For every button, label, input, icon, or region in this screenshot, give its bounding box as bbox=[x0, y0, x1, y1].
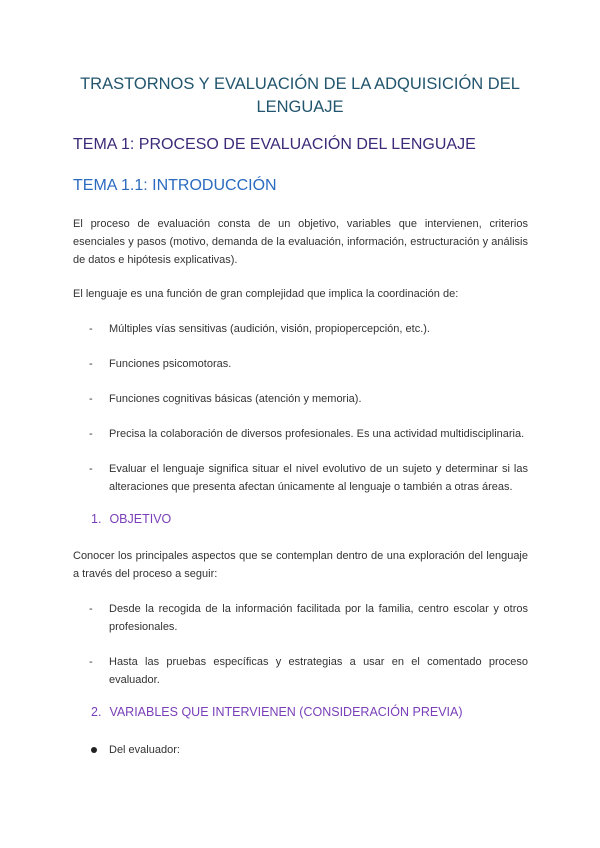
dash-bullet: - bbox=[89, 428, 93, 440]
section-title: VARIABLES QUE INTERVIENEN (CONSIDERACIÓN PREVIA) bbox=[109, 705, 463, 719]
tema-1-1-heading: TEMA 1.1: INTRODUCCIÓN bbox=[73, 177, 277, 194]
filled-circle-bullet-icon bbox=[91, 747, 97, 753]
list-item-text: Funciones psicomotoras. bbox=[109, 358, 232, 370]
list-item-text: Funciones cognitivas básicas (atención y memoria). bbox=[109, 393, 362, 405]
tema-1-heading: TEMA 1: PROCESO DE EVALUACIÓN DEL LENGUAJE bbox=[73, 136, 476, 153]
section-heading-objetivo bbox=[91, 512, 171, 526]
section-heading-variables bbox=[91, 705, 463, 719]
dash-bullet: - bbox=[89, 323, 93, 335]
dash-bullet: - bbox=[89, 463, 93, 475]
list-item-text: Desde la recogida de la información facilitada por la familia, centro escolar y otros profesionales. bbox=[109, 603, 528, 633]
list-item-text: Evaluar el lenguaje significa situar el nivel evolutivo de un sujeto y determinar si las alteraciones que presenta afectan únicamente al lenguaje o también a otras áreas. bbox=[109, 463, 528, 493]
section-number: 2. bbox=[91, 705, 102, 719]
dash-bullet: - bbox=[89, 393, 93, 405]
section-number: 1. bbox=[91, 512, 102, 526]
lenguaje-paragraph: El lenguaje es una función de gran complejidad que implica la coordinación de: bbox=[73, 288, 459, 300]
dash-bullet: - bbox=[89, 603, 93, 615]
list-item-text: Múltiples vías sensitivas (audición, visión, propiopercepción, etc.). bbox=[109, 323, 430, 335]
list-item-text: Hasta las pruebas específicas y estrategias a usar en el comentado proceso evaluador. bbox=[109, 656, 528, 686]
dash-bullet: - bbox=[89, 358, 93, 370]
dash-bullet: - bbox=[89, 656, 93, 668]
intro-paragraph: El proceso de evaluación consta de un objetivo, variables que intervienen, criterios esenciales y pasos (motivo, demanda de la evaluación, información, estructuración y análisis de datos e hipótesis explicativas). bbox=[73, 218, 528, 266]
list-item-text: Del evaluador: bbox=[109, 744, 180, 756]
objetivo-paragraph: Conocer los principales aspectos que se contemplan dentro de una exploración del lenguaje a través del proceso a seguir: bbox=[73, 550, 528, 580]
document-title: TRASTORNOS Y EVALUACIÓN DE LA ADQUISICIÓN DEL LENGUAJE bbox=[80, 75, 520, 116]
list-item-text: Precisa la colaboración de diversos profesionales. Es una actividad multidisciplinaria. bbox=[109, 428, 525, 440]
section-title: OBJETIVO bbox=[109, 512, 172, 526]
